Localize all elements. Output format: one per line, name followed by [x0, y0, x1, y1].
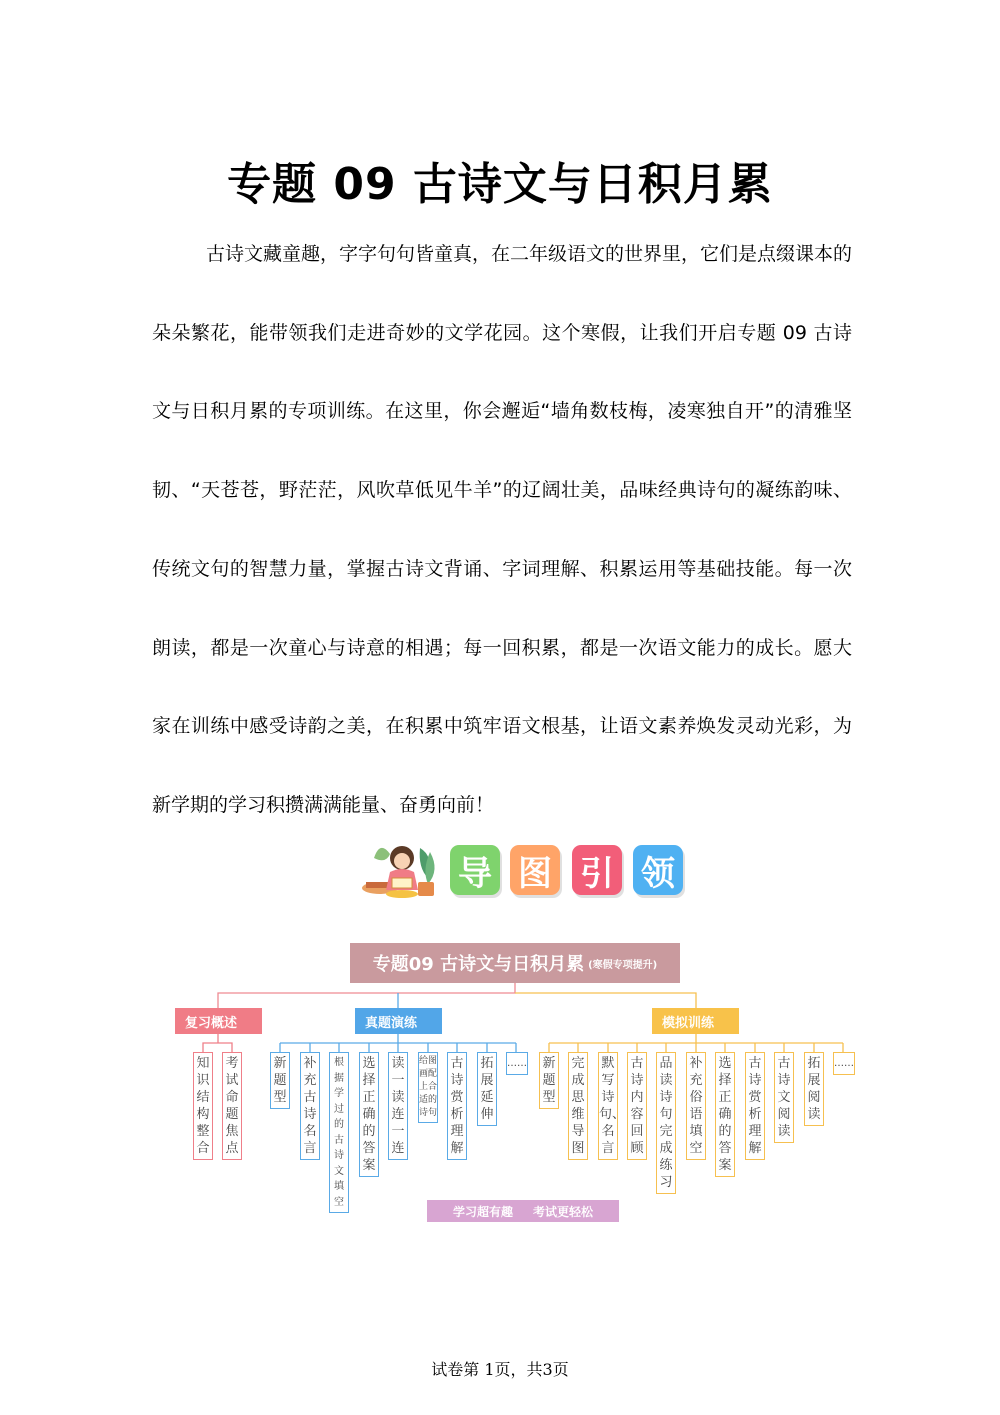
- leaf-mock-9: 古诗文阅读: [774, 1052, 794, 1143]
- category-mock-training: 模拟训练: [652, 1008, 739, 1034]
- category-past-exams: 真题演练: [355, 1008, 442, 1034]
- leaf-exam-7: 古诗赏析理解: [447, 1052, 467, 1160]
- leaf-mock-2: 完成思维导图: [568, 1052, 588, 1160]
- leaf-exam-3: 根据学过的古诗文填空: [329, 1052, 349, 1213]
- leaf-review-1: 知识结构整合: [193, 1052, 213, 1160]
- leaf-exam-4: 选择正确的答案: [359, 1052, 379, 1177]
- leaf-mock-4: 古诗内容回顾: [627, 1052, 647, 1160]
- intro-text: 古诗文藏童趣，字字句句皆童真，在二年级语文的世界里，它们是点缀课本的朵朵繁花，能带领我们走进奇妙的文学花园。这个寒假，让我们开启专题 09 古诗文与日积月累的专项训练。在这里，你会邂逅“墙角数枝梅，凌寒独自开”的清雅坚韧、“天苍苍，野茫茫，风吹草低见牛羊”的辽阔壮美，品味经典诗句的凝练韵味、传统文句的智慧力量，掌握古诗文背诵、字词理解、积累运用等基础技能。每一次朗读，都是一次童心与诗意的相遇；每一回积累，都是一次语文能力的成长。愿大家在训练中感受诗韵之美，在积累中筑牢语文根基，让语文素养焕发灵动光彩，为新学期的学习积攒满满能量、奋勇向前！: [152, 243, 853, 816]
- leaf-mock-7: 选择正确的答案: [715, 1052, 735, 1177]
- page-footer: 试卷第 1页，共3页: [431, 1360, 569, 1379]
- mindmap-root-note: (寒假专项提升): [588, 959, 658, 971]
- leaf-exam-5: 读一读连一连: [388, 1052, 408, 1160]
- slogan-2: 考试更轻松: [533, 1204, 594, 1219]
- leaf-exam-1: 新题型: [270, 1052, 290, 1109]
- banner-tile-1: 导: [450, 845, 500, 895]
- leaf-mock-10: 拓展阅读: [804, 1052, 824, 1126]
- banner-tile-2: 图: [510, 845, 560, 895]
- mindmap-root-label: 专题09 古诗文与日积月累: [372, 954, 585, 975]
- leaf-mock-5: 品读诗句完成练习: [656, 1052, 676, 1194]
- slogan-1: 学习超有趣: [452, 1204, 513, 1219]
- leaf-mock-8: 古诗赏析理解: [745, 1052, 765, 1160]
- leaf-exam-9: ……: [506, 1052, 528, 1075]
- mindmap-root: [350, 943, 680, 983]
- category-review-overview: 复习概述: [175, 1008, 262, 1034]
- leaf-exam-2: 补充古诗名言: [300, 1052, 320, 1160]
- leaf-exam-8: 拓展延伸: [477, 1052, 497, 1126]
- leaf-mock-11: ……: [833, 1052, 855, 1075]
- guide-banner: [360, 838, 690, 900]
- leaf-exam-6: 给图画配上合适的诗句: [418, 1052, 438, 1123]
- leaf-mock-6: 补充俗语填空: [686, 1052, 706, 1160]
- mindmap-slogan: [427, 1200, 619, 1222]
- leaf-mock-3: 默写诗句、名言: [598, 1052, 618, 1160]
- leaf-review-2: 考试命题焦点: [222, 1052, 242, 1160]
- page-title: 专题 09 古诗文与日积月累: [227, 159, 773, 210]
- reading-girl-icon: [360, 838, 442, 900]
- intro-paragraph: [152, 215, 852, 845]
- leaf-mock-1: 新题型: [539, 1052, 559, 1109]
- banner-tile-3: 引: [572, 845, 622, 895]
- banner-tile-4: 领: [633, 845, 683, 895]
